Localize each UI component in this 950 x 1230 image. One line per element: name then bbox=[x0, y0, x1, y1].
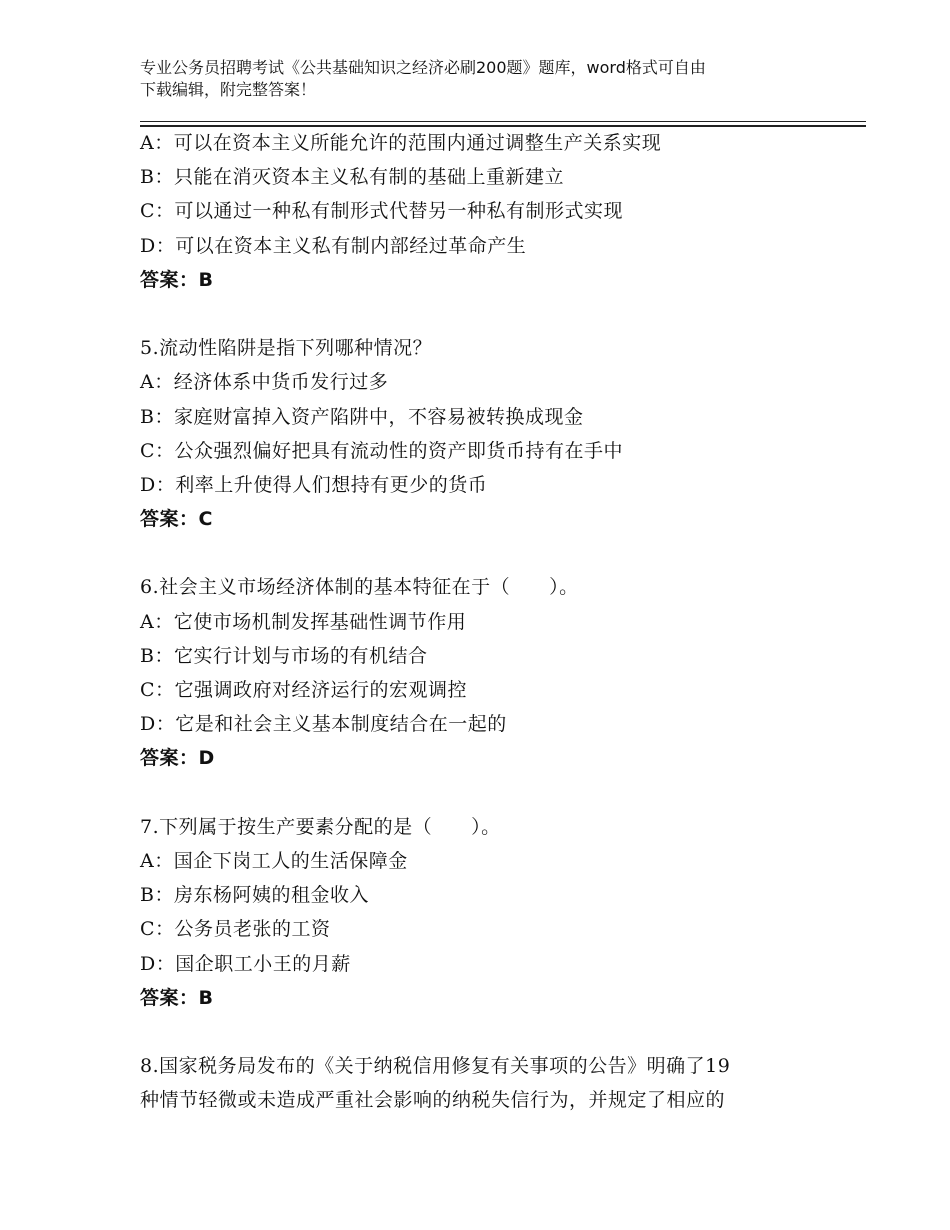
spacer bbox=[140, 536, 840, 570]
question-stem: 7.下列属于按生产要素分配的是（ ）。 bbox=[140, 815, 501, 838]
spacer bbox=[140, 776, 840, 810]
answer-label: 答案：D bbox=[140, 747, 215, 770]
option-b: B：房东杨阿姨的租金收入 bbox=[140, 884, 369, 907]
answer-label: 答案：C bbox=[140, 508, 213, 531]
question-stem: 5.流动性陷阱是指下列哪种情况？ bbox=[140, 337, 433, 360]
option-a: A：国企下岗工人的生活保障金 bbox=[140, 849, 408, 872]
spacer bbox=[140, 1015, 840, 1049]
document-header bbox=[140, 57, 820, 101]
option-a: A：经济体系中货币发行过多 bbox=[140, 371, 389, 394]
question-5 bbox=[140, 331, 840, 536]
answer-label: 答案：B bbox=[140, 268, 214, 291]
question-stem-line-1: 8.国家税务局发布的《关于纳税信用修复有关事项的公告》明确了19 bbox=[140, 1055, 731, 1078]
question-list bbox=[140, 126, 840, 1118]
option-c: C：公众强烈偏好把具有流动性的资产即货币持有在手中 bbox=[140, 439, 624, 462]
header-rule-thin bbox=[140, 121, 866, 122]
question-stem-line-2: 种情节轻微或未造成严重社会影响的纳税失信行为，并规定了相应的 bbox=[140, 1089, 726, 1112]
answer-label: 答案：B bbox=[140, 986, 214, 1009]
option-d: D：国企职工小王的月薪 bbox=[140, 952, 351, 975]
question-4 bbox=[140, 126, 840, 297]
question-8 bbox=[140, 1049, 840, 1117]
option-c: C：它强调政府对经济运行的宏观调控 bbox=[140, 679, 468, 702]
spacer bbox=[140, 297, 840, 331]
option-b: B：它实行计划与市场的有机结合 bbox=[140, 644, 428, 667]
option-b: B：家庭财富掉入资产陷阱中，不容易被转换成现金 bbox=[140, 405, 584, 428]
question-6 bbox=[140, 570, 840, 775]
header-line-2: 下载编辑，附完整答案！ bbox=[140, 80, 317, 99]
question-7 bbox=[140, 810, 840, 1015]
option-b: B：只能在消灭资本主义私有制的基础上重新建立 bbox=[140, 166, 564, 189]
option-c: C：可以通过一种私有制形式代替另一种私有制形式实现 bbox=[140, 200, 624, 223]
option-d: D：利率上升使得人们想持有更少的货币 bbox=[140, 473, 488, 496]
option-d: D：它是和社会主义基本制度结合在一起的 bbox=[140, 713, 507, 736]
option-d: D：可以在资本主义私有制内部经过革命产生 bbox=[140, 234, 527, 257]
option-a: A：可以在资本主义所能允许的范围内通过调整生产关系实现 bbox=[140, 132, 662, 154]
option-a: A：它使市场机制发挥基础性调节作用 bbox=[140, 610, 467, 633]
option-c: C：公务员老张的工资 bbox=[140, 918, 331, 941]
question-stem: 6.社会主义市场经济体制的基本特征在于（ ）。 bbox=[140, 576, 579, 599]
header-line-1: 专业公务员招聘考试《公共基础知识之经济必刷200题》题库，word格式可自由 bbox=[140, 58, 706, 77]
